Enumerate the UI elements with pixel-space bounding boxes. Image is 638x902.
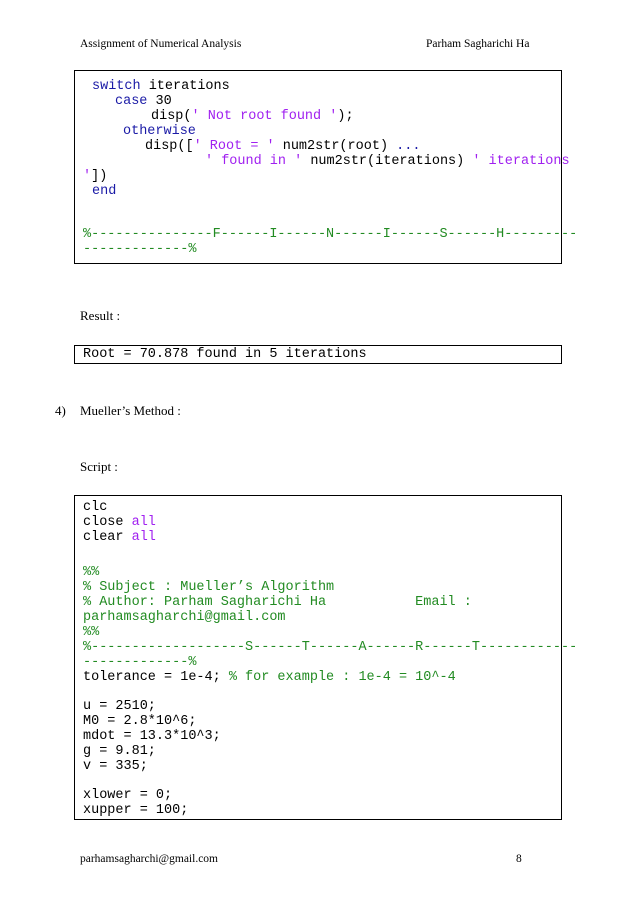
section-number: 4) <box>55 403 66 418</box>
code-comment: -------------% <box>83 242 197 257</box>
code-line: clear all <box>83 530 156 545</box>
code-line: ' found in ' num2str(iterations) ' iterations <box>205 154 570 169</box>
code-line: clc <box>83 500 108 515</box>
code-comment: % Subject : Mueller’s Algorithm <box>83 580 335 595</box>
code-comment: parhamsagharchi@gmail.com <box>83 610 286 625</box>
code-line: u = 2510; <box>83 699 156 714</box>
page-number: 8 <box>516 853 522 865</box>
code-block-1 <box>74 70 578 264</box>
result-text: Root = 70.878 found in 5 iterations <box>83 347 367 362</box>
code-line: xupper = 100; <box>83 803 189 818</box>
code-comment: %-------------------S------T------A------R------T------------ <box>83 640 578 655</box>
code-comment: -------------% <box>83 655 197 670</box>
code-line: g = 9.81; <box>83 744 156 759</box>
code-line: end <box>92 184 117 199</box>
code-line: close all <box>83 515 156 530</box>
code-line: disp([' Root = ' num2str(root) ... <box>145 139 421 154</box>
code-comment: %% <box>83 625 100 640</box>
result-label: Result : <box>80 308 121 323</box>
code-line: v = 335; <box>83 759 148 774</box>
code-comment: %% <box>83 565 100 580</box>
code-line: tolerance = 1e-4; % for example : 1e-4 = 10^-4 <box>83 670 456 685</box>
code-line: xlower = 0; <box>83 788 173 803</box>
code-line: M0 = 2.8*10^6; <box>83 714 197 729</box>
code-line: mdot = 13.3*10^3; <box>83 729 221 744</box>
code-line: disp(' Not root found '); <box>151 109 354 124</box>
header-author: Parham Sagharichi Ha <box>426 38 530 50</box>
code-line: case 30 <box>115 94 172 109</box>
footer-email: parhamsagharchi@gmail.com <box>80 853 218 865</box>
code-line: ']) <box>83 169 108 184</box>
header-title: Assignment of Numerical Analysis <box>80 38 242 50</box>
section-title: Mueller’s Method : <box>80 403 181 418</box>
code-line: switch iterations <box>92 79 230 94</box>
script-label: Script : <box>80 459 118 474</box>
code-comment: % Author: Parham Sagharichi Ha Email : <box>83 595 472 610</box>
result-box <box>74 345 562 364</box>
code-line: otherwise <box>123 124 196 139</box>
code-block-2 <box>74 495 578 820</box>
code-comment: %---------------F------I------N------I------S------H--------- <box>83 227 578 242</box>
